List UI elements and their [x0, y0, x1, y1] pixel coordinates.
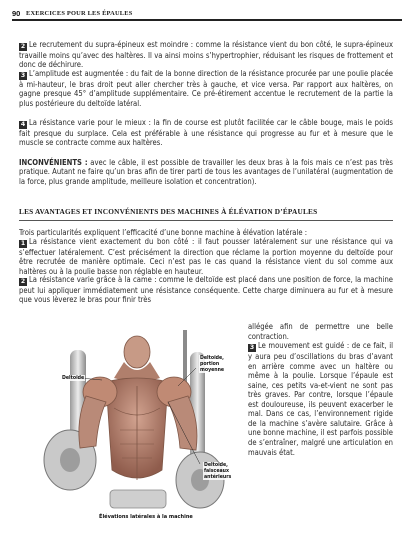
figure-caption: Élévations latérales à la machine	[99, 514, 193, 520]
paragraph-intro: Trois particularités expliquent l’efficacité d’une bonne machine à élévation latérale :	[19, 228, 308, 237]
number-badge: 2	[20, 43, 26, 50]
inconvenients-label: INCONVÉNIENTS :	[19, 158, 88, 167]
paragraph-amplitude	[19, 69, 393, 108]
header-rule	[12, 19, 402, 21]
paragraph-inconvenients	[19, 158, 393, 186]
number-badge: 3	[20, 72, 26, 79]
paragraph-text: La résistance vient exactement du bon côté : il faut pousser latéralement sur une résistance qui va s’effectuer latéralement. C’est précisément la direction que réclame la portion moyenne du deltoïde pour être recrutée de manière optimale. Ceci n’est pas le cas quand la résistance vient du sol comme aux haltères ou à la poulie basse non réglable en hauteur.	[19, 237, 393, 276]
label-deltoide-portion-moyenne: Deltoïde, portion moyenne	[199, 355, 227, 373]
number-badge: 4	[20, 121, 26, 128]
machine-seat	[110, 490, 166, 508]
paragraph-text: La résistance varie pour le mieux : la fin de course est plutôt facilitée car le câble bouge, mais le poids fait presque du surplace. Cela est préférable à une résistance qui progresse au fur et à mesure que le muscle se contracte comme aux haltères.	[19, 118, 393, 148]
number-badge: 3	[249, 344, 255, 352]
paragraph-supra-epineux	[19, 40, 393, 70]
label-deltoide: Deltoïde	[62, 375, 85, 381]
section-rule	[19, 220, 393, 221]
paragraph-text: La résistance varie grâce à la came : comme le deltoïde est placé dans une position de force, la machine peut lui appliquer immédiatement une résistance conséquente. Cette charge diminuera au fur et à mesure que vous lèverez le bras pour finir très	[19, 275, 393, 305]
paragraph-text: avec le câble, il est possible de travailler les deux bras à la fois mais ce n’est pas très pratique. Autant ne faire qu’un bras afin de tirer parti de tous les avantages de l’unilatéral (augmentation de la force, plus grande amplitude, meilleure isolation et concentration).	[19, 158, 393, 186]
number-badge: 2	[20, 278, 26, 285]
right-column-text	[248, 322, 393, 457]
page-number: 90	[12, 9, 21, 18]
paragraph-text: L’amplitude est augmentée : du fait de la bonne direction de la résistance procurée par une poulie placée à mi-hauteur, le bras droit peut aller chercher très à gauche, et vice versa. Par rapport aux haltères, on gagne presque 45° d’amplitude supplémentaire. Ce pré-étirement accentue le recrutement de la partie la plus postérieure du deltoïde latéral.	[19, 69, 393, 108]
paragraph-text: Le mouvement est guidé : de ce fait, il y aura peu d’oscillations du bras d’avant en arrière comme avec un haltère ou même à la poulie. Lorsque l’épaule est saine, ces petits va-et-vient ne sont pas très graves. Par contre, lorsque l’épaule est douloureuse, ils peuvent exacerber le mal. Dans ce cas, l’environnement rigide de la machine s’avère salutaire. Grâce à une bonne machine, il est parfois possible de s’entraîner, malgré une articulation en mauvais état.	[248, 341, 393, 457]
head	[124, 336, 150, 368]
section-title: LES AVANTAGES ET INCONVÉNIENTS DES MACHINES À ÉLÉVATION D’ÉPAULES	[19, 207, 318, 216]
paragraph-machine-came	[19, 275, 393, 305]
label-deltoide-faisceaux-anterieurs: Deltoïde, faisceaux antérieurs	[203, 462, 237, 480]
paragraph-machine-resistance	[19, 237, 393, 276]
paragraph-resistance	[19, 118, 393, 148]
number-badge: 1	[20, 240, 26, 247]
page-header	[12, 9, 402, 21]
paragraph-came-continued: allégée afin de permettre une belle contraction.	[248, 322, 393, 341]
running-title: EXERCICES POUR LES ÉPAULES	[26, 9, 133, 17]
arm-left	[79, 396, 106, 448]
paragraph-machine-guide	[248, 341, 393, 457]
paragraph-text: Le recrutement du supra-épineux est moindre : comme la résistance vient du bon côté, le supra-épineux travaille moins qu’avec des haltères. Il va ainsi moins s’hypertrophier, réduisant les risques de frottement et donc de déchirure.	[19, 40, 393, 70]
